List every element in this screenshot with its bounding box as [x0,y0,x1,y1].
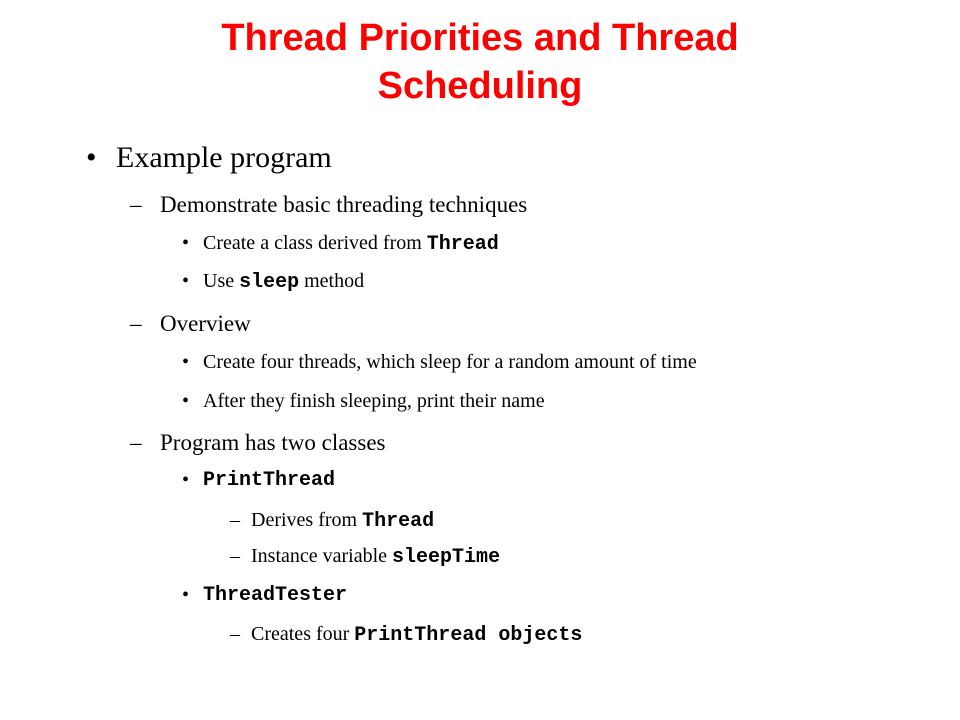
bullet-example-program: Example program [116,141,332,174]
bullet-dash: – [130,311,142,336]
bullet-overview: Overview [160,311,251,336]
bullet-dash: – [130,430,142,455]
bullet-dash: – [230,545,240,567]
bullet-dash: – [230,509,240,531]
bullet-create-class-text: Create a class derived from [203,232,427,254]
bullet-instance [251,545,500,569]
bullet-dot: • [182,390,190,412]
code-sleeptime: sleepTime [392,546,501,569]
bullet-creates-four [251,623,582,647]
bullet-after-they: After they finish sleeping, print their name [203,390,545,412]
bullet-dot: • [182,351,190,373]
bullet-creates-text: Creates four [251,623,355,645]
code-printthread: PrintThread [203,469,336,492]
bullet-dot: • [182,270,190,292]
slide-title [0,14,960,110]
code-threadtester: ThreadTester [203,584,348,607]
bullet-demonstrate: Demonstrate basic threading techniques [160,192,528,217]
code-thread: Thread [426,233,499,256]
bullet-use-text: Use [203,270,240,292]
bullet-derives-text: Derives from [251,509,363,531]
bullet-dot: • [86,141,97,174]
bullet-use-sleep [203,270,364,294]
code-printthread-objects: PrintThread objects [354,624,583,647]
title-line-2: Scheduling [377,65,583,107]
bullet-dot: • [182,584,190,606]
bullet-dot: • [182,232,190,254]
bullet-use-text2: method [299,270,365,292]
bullet-instance-text: Instance variable [251,545,393,567]
bullet-dash: – [230,623,240,645]
bullet-create-class [203,232,499,256]
code-sleep: sleep [239,271,300,294]
bullet-dash: – [130,192,142,217]
bullet-dot: • [182,469,190,491]
bullet-derives [251,509,434,533]
bullet-create-four: Create four threads, which sleep for a random amount of time [203,351,697,373]
bullet-program-has: Program has two classes [160,430,386,455]
code-thread: Thread [362,510,435,533]
title-line-1: Thread Priorities and Thread [221,17,739,59]
